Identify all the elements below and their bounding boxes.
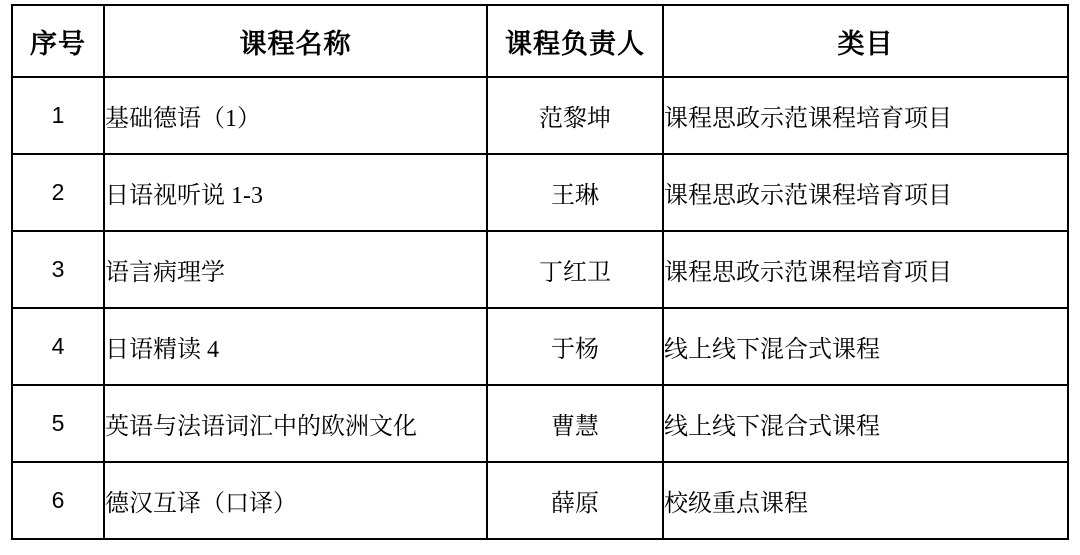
- cell-course-name: 基础德语（1）: [104, 77, 487, 154]
- cell-course-owner: 丁红卫: [487, 231, 663, 308]
- cell-index: 2: [12, 154, 104, 231]
- cell-course-name: 英语与法语词汇中的欧洲文化: [104, 385, 487, 462]
- cell-course-name: 日语精读 4: [104, 308, 487, 385]
- table-row: [12, 77, 1068, 154]
- cell-index: 1: [12, 77, 104, 154]
- cell-category: 课程思政示范课程培育项目: [663, 77, 1068, 154]
- cell-category: 课程思政示范课程培育项目: [663, 154, 1068, 231]
- table-body: [12, 77, 1068, 539]
- cell-index: 6: [12, 462, 104, 539]
- cell-category: 线上线下混合式课程: [663, 385, 1068, 462]
- cell-course-name: 语言病理学: [104, 231, 487, 308]
- cell-category: 校级重点课程: [663, 462, 1068, 539]
- cell-course-owner: 于杨: [487, 308, 663, 385]
- cell-index: 5: [12, 385, 104, 462]
- column-header-course-owner: 课程负责人: [487, 5, 663, 77]
- column-header-category: 类目: [663, 5, 1068, 77]
- table-row: [12, 231, 1068, 308]
- table-row: [12, 154, 1068, 231]
- cell-category: 线上线下混合式课程: [663, 308, 1068, 385]
- course-table: [11, 4, 1069, 540]
- cell-index: 4: [12, 308, 104, 385]
- table-header: [12, 5, 1068, 77]
- cell-course-owner: 曹慧: [487, 385, 663, 462]
- table-header-row: [12, 5, 1068, 77]
- table-row: [12, 462, 1068, 539]
- cell-course-name: 日语视听说 1-3: [104, 154, 487, 231]
- cell-category: 课程思政示范课程培育项目: [663, 231, 1068, 308]
- cell-course-owner: 薛原: [487, 462, 663, 539]
- column-header-index: 序号: [12, 5, 104, 77]
- cell-index: 3: [12, 231, 104, 308]
- table-row: [12, 308, 1068, 385]
- table-row: [12, 385, 1068, 462]
- cell-course-owner: 范黎坤: [487, 77, 663, 154]
- column-header-course-name: 课程名称: [104, 5, 487, 77]
- cell-course-name: 德汉互译（口译）: [104, 462, 487, 539]
- cell-course-owner: 王琳: [487, 154, 663, 231]
